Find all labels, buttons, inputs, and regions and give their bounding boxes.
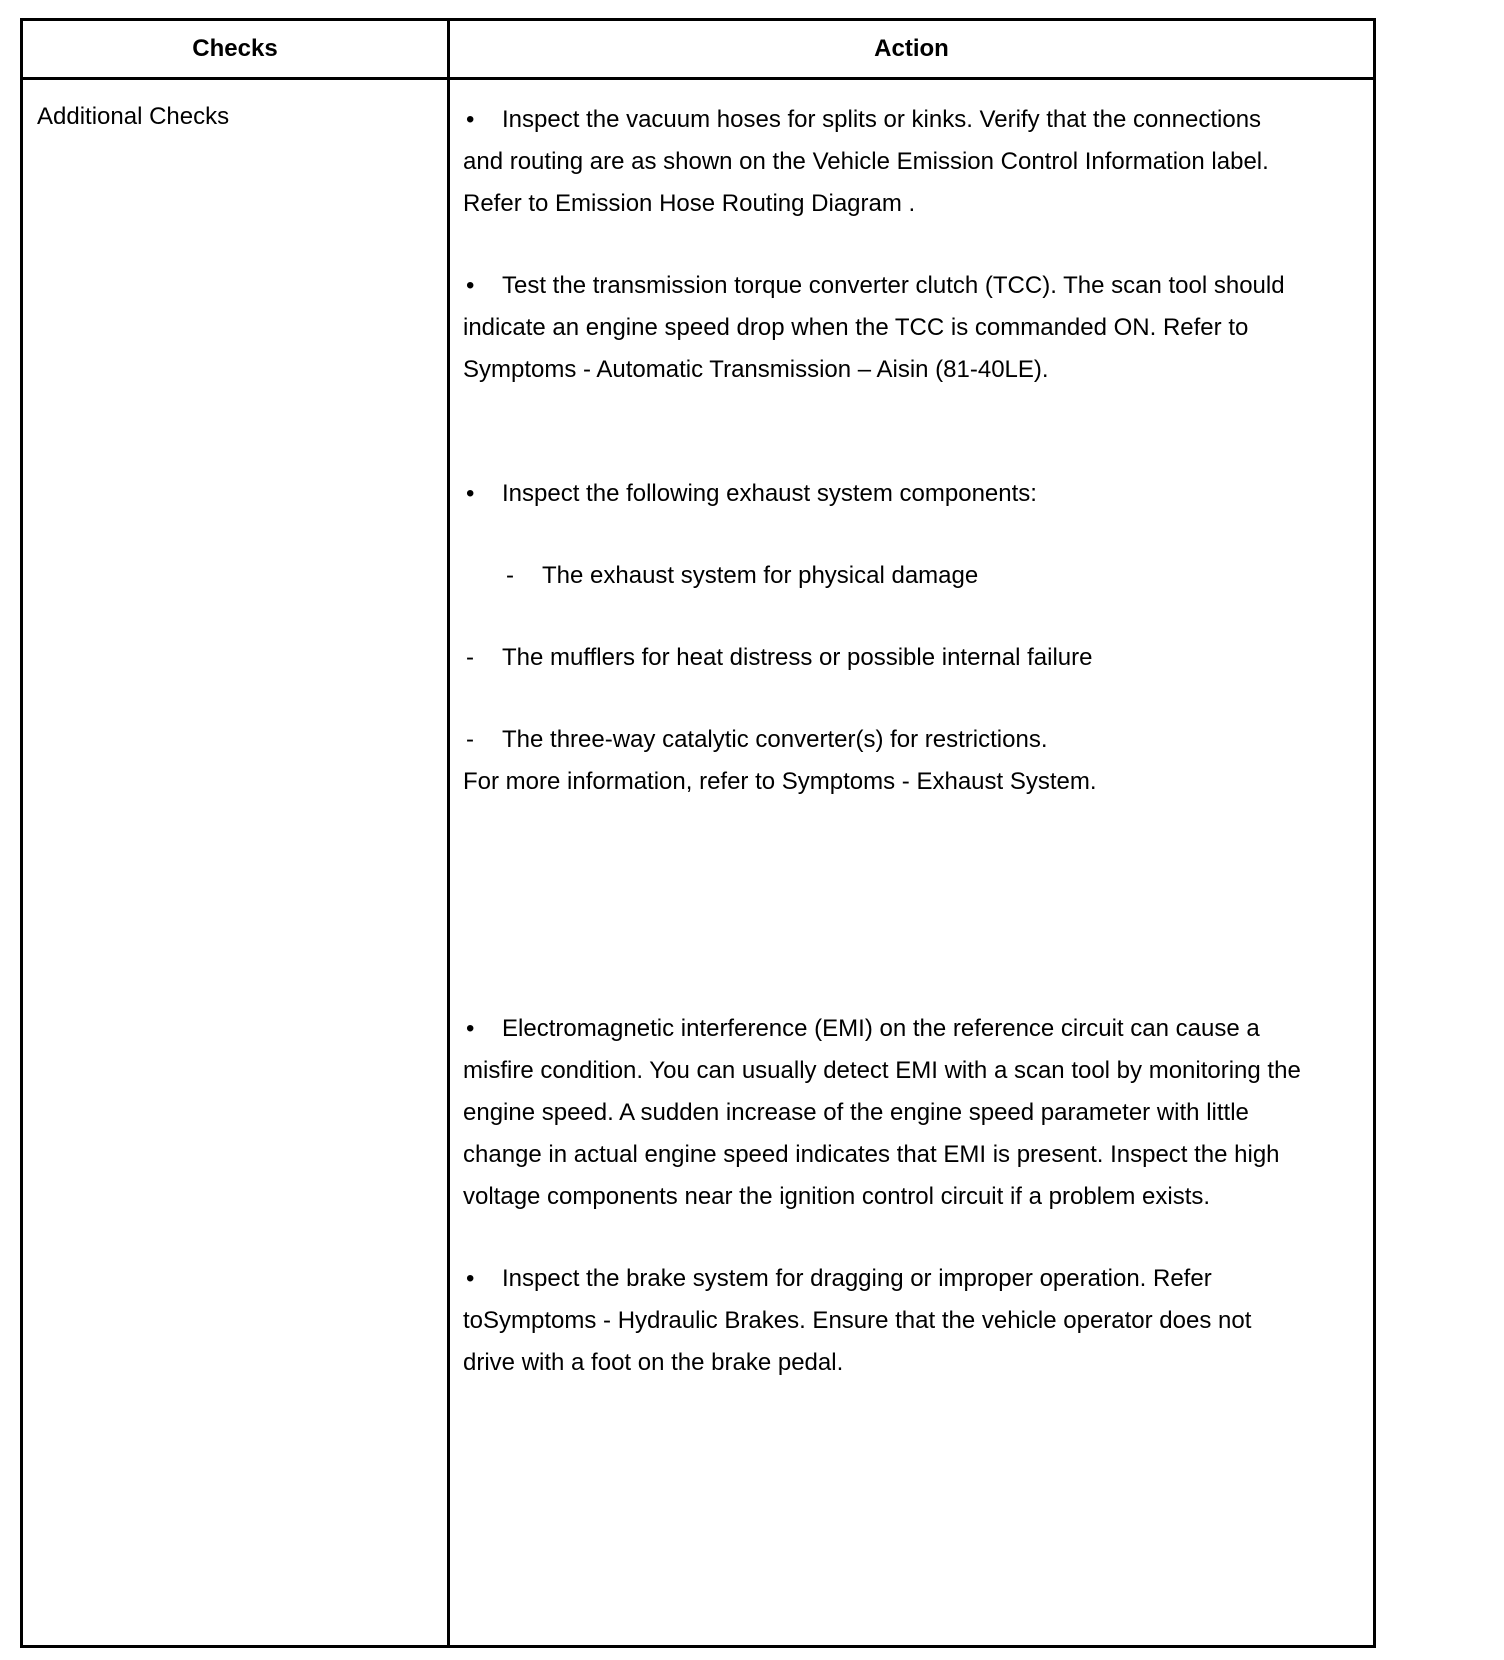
action-item-vacuum-hoses bbox=[463, 99, 1303, 225]
action-text: The three-way catalytic converter(s) for restrictions. bbox=[502, 726, 1048, 753]
dash-marker: - bbox=[466, 644, 474, 671]
action-text: The exhaust system for physical damage bbox=[542, 562, 979, 589]
action-text: Electromagnetic interference (EMI) on the reference circuit can cause a misfire condition. You can usually detect EMI with a scan tool by monitoring the engine speed. A sudden increase of the engine speed parameter with little change in actual engine speed indicates that EMI is present. Inspect the high voltage components near the ignition control circuit if a problem exists. bbox=[463, 1015, 1301, 1210]
action-text: The mufflers for heat distress or possible internal failure bbox=[502, 644, 1093, 671]
action-item-exhaust-intro bbox=[463, 473, 1303, 515]
exhaust-more-info: For more information, refer to Symptoms - Exhaust System. bbox=[463, 768, 1097, 795]
header-divider bbox=[23, 77, 1373, 80]
checks-action-table bbox=[20, 18, 1376, 1648]
exhaust-subitem bbox=[463, 637, 1303, 679]
action-text: Test the transmission torque converter clutch (TCC). The scan tool should indicate an engine speed drop when the TCC is commanded ON. Refer to Symptoms - Automatic Transmission – Aisin (81-40LE). bbox=[463, 272, 1285, 383]
bullet-marker: • bbox=[466, 480, 475, 507]
bullet-marker: • bbox=[466, 1265, 475, 1292]
action-cell bbox=[463, 99, 1303, 1384]
column-divider bbox=[447, 21, 450, 1645]
header-action: Action bbox=[874, 35, 949, 62]
dash-marker: - bbox=[506, 562, 514, 589]
action-item-brakes bbox=[463, 1258, 1303, 1384]
action-item-emi bbox=[463, 1008, 1303, 1218]
exhaust-subitem bbox=[463, 719, 1303, 761]
check-cell: Additional Checks bbox=[37, 103, 230, 130]
action-text: Inspect the following exhaust system components: bbox=[502, 480, 1037, 507]
action-item-tcc bbox=[463, 265, 1303, 391]
header-checks: Checks bbox=[192, 35, 278, 62]
dash-marker: - bbox=[466, 726, 474, 753]
bullet-marker: • bbox=[466, 106, 475, 133]
bullet-marker: • bbox=[466, 272, 475, 299]
action-text: Inspect the vacuum hoses for splits or kinks. Verify that the connections and routing are as shown on the Vehicle Emission Control Information label. Refer to Emission Hose Routing Diagram . bbox=[463, 106, 1269, 217]
bullet-marker: • bbox=[466, 1015, 475, 1042]
action-text: Inspect the brake system for dragging or improper operation. Refer toSymptoms - Hydraulic Brakes. Ensure that the vehicle operator does not drive with a foot on the brake pedal. bbox=[463, 1265, 1252, 1376]
exhaust-subitem bbox=[463, 555, 1303, 597]
